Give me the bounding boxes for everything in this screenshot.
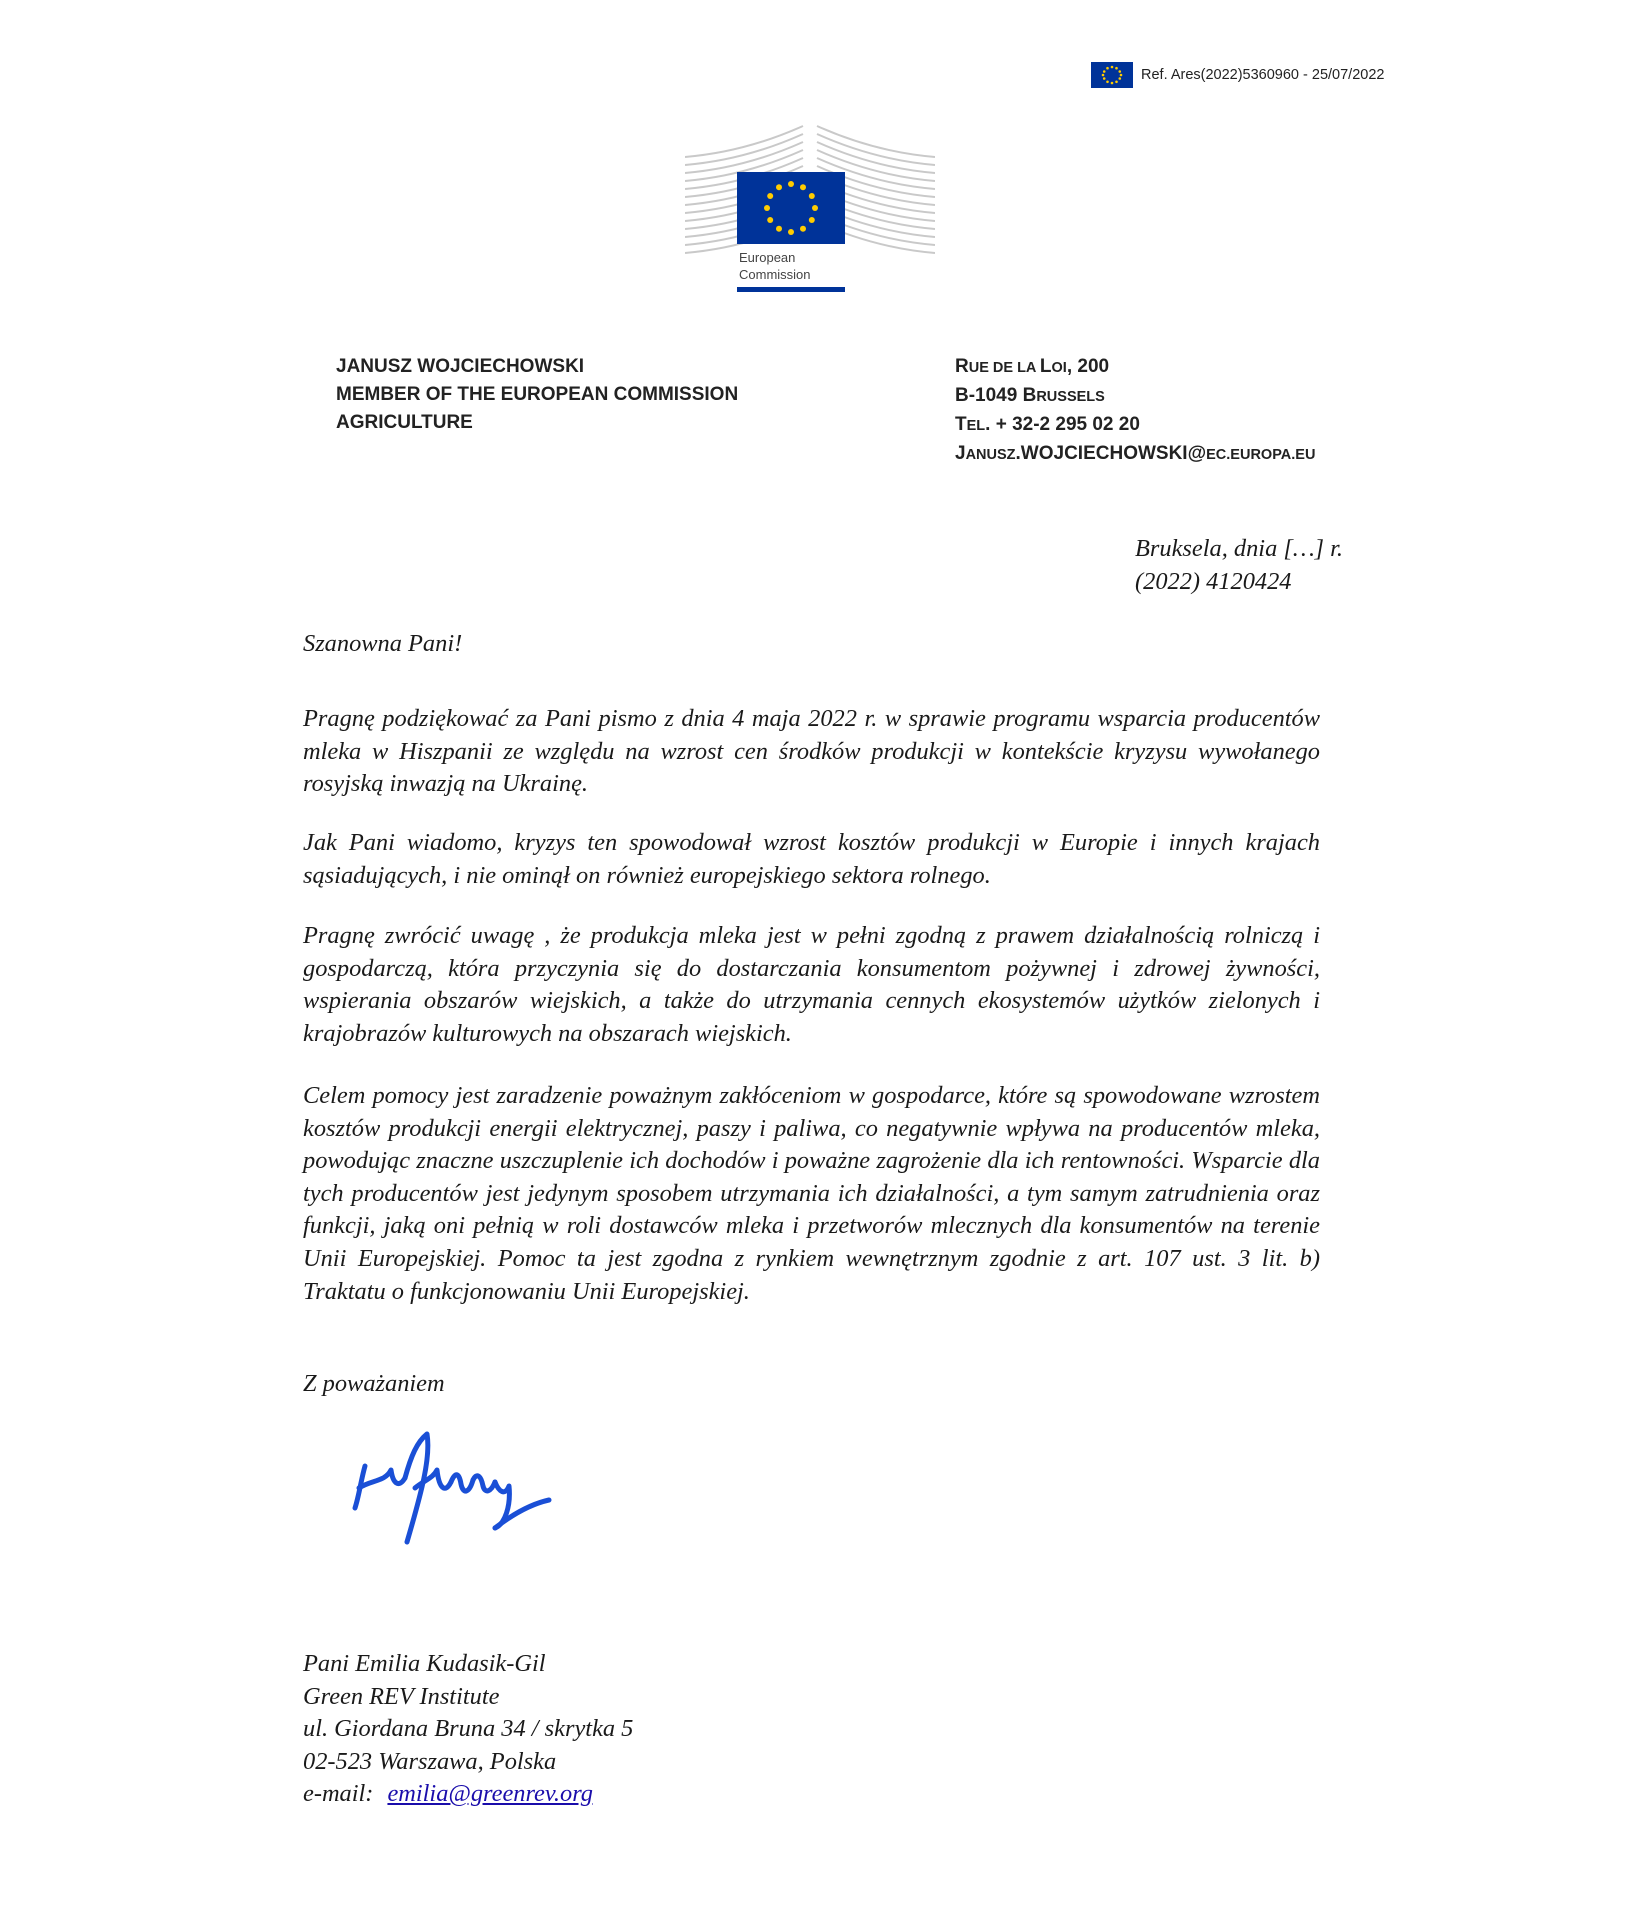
reference-stamp — [1091, 62, 1384, 88]
closing: Z poważaniem — [303, 1370, 445, 1397]
handwritten-signature — [345, 1428, 560, 1548]
body-paragraph: Jak Pani wiadomo, kryzys ten spowodował wzrost kosztów produkcji w Europie i innych krajach sąsiadujących, i nie ominął on również europejskiego sektora rolnego. — [303, 829, 1320, 889]
eu-flag-icon — [1091, 62, 1133, 88]
date-line: Bruksela, dnia […] r. — [1135, 535, 1344, 562]
european-commission-logo — [685, 122, 935, 297]
recipient-email-link[interactable]: emilia@greenrev.org — [387, 1780, 593, 1808]
sender-identity — [336, 353, 738, 437]
body-paragraph: Pragnę podziękować za Pani pismo z dnia 4 maja 2022 r. w sprawie programu wsparcia producentów mleka w Hiszpanii ze względu na wzrost cen środków produkcji w kontekście kryzysu wywołanego rosyjską inwazją na Ukrainę. — [303, 705, 1320, 798]
recipient-organization: Green REV Institute — [303, 1682, 500, 1710]
body-paragraph: Celem pomocy jest zaradzenie poważnym zakłóceniom w gospodarce, które są spowodowane wzrostem kosztów produkcji energii elektrycznej, paszy i paliwa, co negatywnie wpływa na producentów mleka, powodując znaczne uszczuplenie ich dochodów i poważne zagrożenie dla ich rentowności. Wsparcie dla tych producentów jest jedynym sposobem utrzymania ich działalności, a tym samym zatrudnienia oraz funkcji, jaką oni pełnią w roli dostawców mleka i przetworów mlecznych dla konsumentów na terenie Unii Europejskiej. Pomoc ta jest zgodna z rynkiem wewnętrznym zgodnie z art. 107 ust. 3 lit. b) Traktatu o funkcjonowaniu Unii Europejskiej. — [303, 1082, 1320, 1305]
body-paragraph: Pragnę zwrócić uwagę , że produkcja mleka jest w pełni zgodną z prawem działalnością rolniczą i gospodarczą, która przyczynia się do dostarczania konsumentom pożywnej i zdrowej żywności, wspierania obszarów wiejskich, a także do utrzymania cennych ekosystemów użytków zielonych i krajobrazów kulturowych na obszarach wiejskich. — [303, 922, 1320, 1047]
reference-number: Ref. Ares(2022)5360960 - 25/07/2022 — [1141, 67, 1385, 83]
document-number: (2022) 4120424 — [1135, 568, 1292, 595]
recipient-block — [303, 1648, 633, 1811]
logo-text-line1: European — [739, 250, 796, 265]
date-block — [1135, 532, 1343, 598]
sender-street: RUE DE LA LOI, 200 — [955, 356, 1110, 377]
sender-position: MEMBER OF THE EUROPEAN COMMISSION — [336, 384, 739, 405]
sender-portfolio: AGRICULTURE — [336, 412, 473, 433]
sender-name: JANUSZ WOJCIECHOWSKI — [336, 356, 585, 377]
recipient-name: Pani Emilia Kudasik-Gil — [303, 1650, 546, 1677]
logo-text-line2: Commission — [739, 267, 811, 282]
sender-postal: B-1049 BRUSSELS — [955, 385, 1105, 406]
recipient-email-line — [303, 1778, 633, 1811]
sender-tel: TEL. + 32-2 295 02 20 — [955, 414, 1140, 435]
greeting: Szanowna Pani! — [303, 630, 463, 657]
recipient-city: 02-523 Warszawa, Polska — [303, 1747, 557, 1775]
sender-email: JANUSZ.WOJCIECHOWSKI@EC.EUROPA.EU — [955, 443, 1316, 464]
recipient-street: ul. Giordana Bruna 34 / skrytka 5 — [303, 1715, 634, 1743]
sender-address — [955, 353, 1315, 469]
email-label: e-mail: — [303, 1780, 374, 1808]
